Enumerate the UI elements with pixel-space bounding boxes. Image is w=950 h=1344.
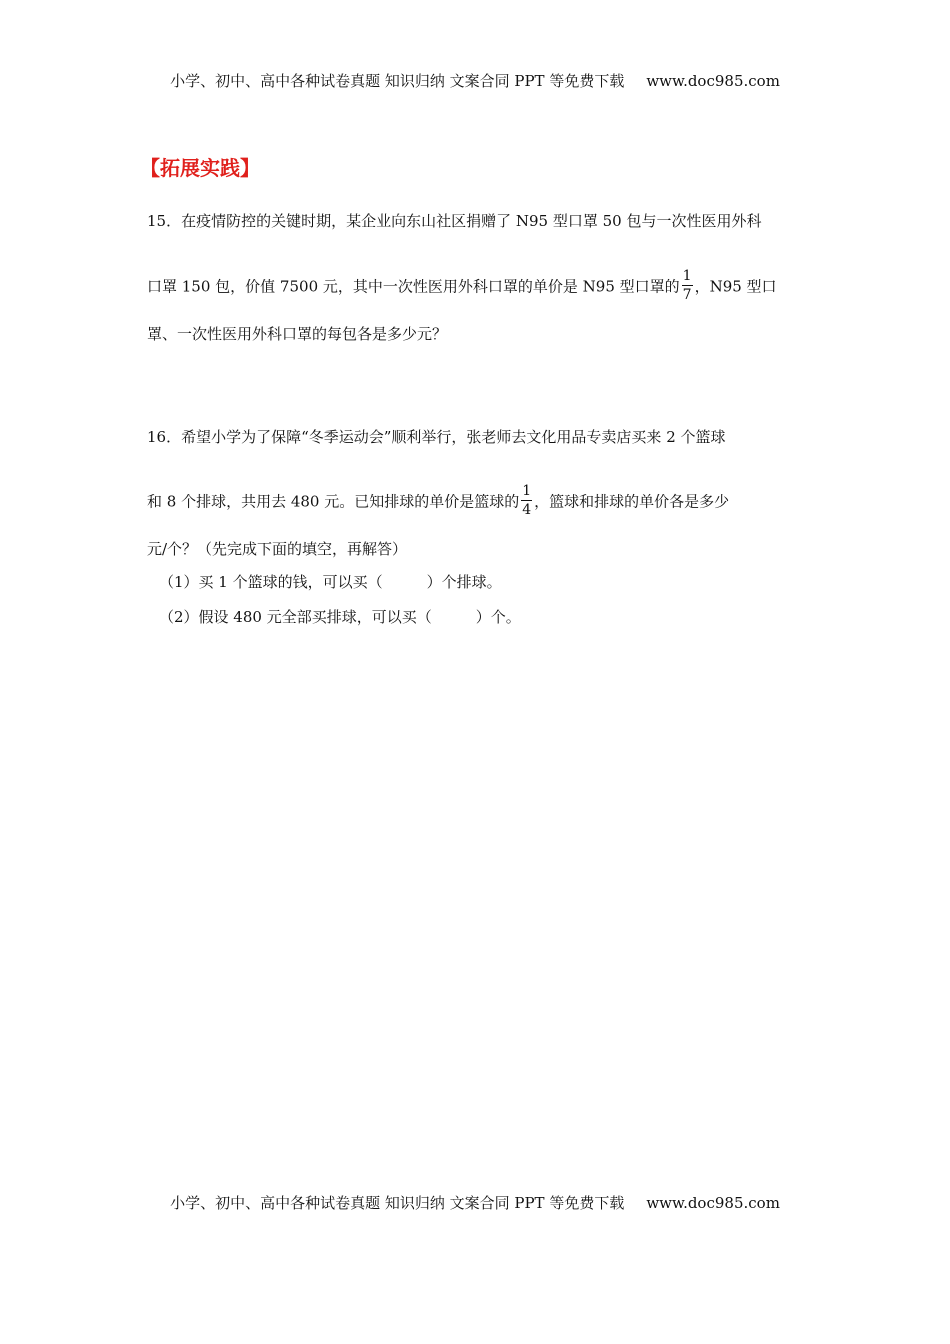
q16-sub2-before: （2）假设 480 元全部买排球，可以买（ [159, 608, 432, 626]
q16-line-2-before: 和 8 个排球，共用去 480 元。已知排球的单价是篮球的 [147, 492, 520, 511]
q15-fraction-denominator: 7 [682, 287, 692, 303]
q16-line-3: 元/个？（先完成下面的填空，再解答） [147, 540, 408, 558]
q15-line-3: 罩、一次性医用外科口罩的每包各是多少元？ [147, 325, 448, 343]
q16-line-1: 16．希望小学为了保障“冬季运动会”顺利举行，张老师去文化用品专卖店买来 2 个篮球 [147, 428, 726, 446]
page-header [0, 70, 950, 91]
header-site-link[interactable]: www.doc985.com [646, 72, 780, 90]
header-text: 小学、初中、高中各种试卷真题 知识归纳 文案合同 PPT 等免费下载 [170, 72, 625, 90]
footer-text: 小学、初中、高中各种试卷真题 知识归纳 文案合同 PPT 等免费下载 [170, 1194, 625, 1212]
q16-fraction-denominator: 4 [522, 502, 532, 518]
q16-fraction-numerator: 1 [522, 483, 532, 499]
q16-sub2-after: ）个。 [475, 608, 521, 626]
q16-sub1-after: ）个排球。 [426, 573, 502, 591]
q16-line-2 [147, 483, 730, 519]
section-title: 【拓展实践】 [140, 156, 260, 180]
q15-line-1: 15．在疫情防控的关键时期，某企业向东山社区捐赠了 N95 型口罩 50 包与一次性医用外科 [147, 212, 762, 230]
page-footer [0, 1192, 950, 1213]
q16-sub-question-2 [159, 606, 521, 627]
q16-sub1-before: （1）买 1 个篮球的钱，可以买（ [159, 573, 383, 591]
q16-fraction [521, 484, 532, 517]
q15-fraction-numerator: 1 [682, 268, 692, 284]
q16-sub-question-1 [159, 571, 502, 592]
q15-line-2-before: 口罩 150 包，价值 7500 元，其中一次性医用外科口罩的单价是 N95 型口罩的 [147, 277, 680, 296]
q15-line-2-after: ，N95 型口 [694, 277, 777, 296]
footer-site-link[interactable]: www.doc985.com [646, 1194, 780, 1212]
q15-line-2 [147, 268, 777, 304]
q15-fraction [682, 269, 693, 302]
q16-line-2-after: ，篮球和排球的单价各是多少 [534, 492, 730, 511]
